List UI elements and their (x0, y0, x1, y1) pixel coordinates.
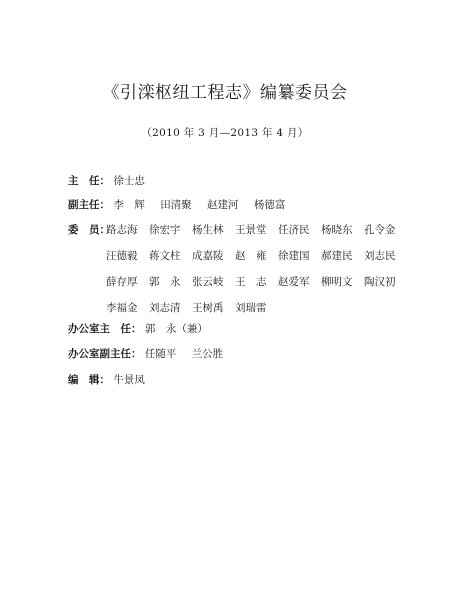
deputy-director-label: 副主任： (68, 199, 110, 211)
director-name: 徐士忠 (113, 175, 145, 187)
member-name: 柳明文 (321, 276, 353, 288)
office-deputy-director-label: 办公室副主任： (68, 348, 142, 360)
member-name: 任济民 (278, 224, 310, 236)
office-director-label: 办公室主 任： (68, 323, 142, 335)
member-name: 薛存厚 (106, 276, 138, 288)
member-name: 蒋文柱 (149, 250, 181, 262)
director-section (68, 174, 157, 188)
deputy-director-name: 田清聚 (160, 199, 192, 211)
member-name: 郭 永 (149, 276, 181, 288)
date-range-subtitle: （2010 年 3 月—2013 年 4 月） (141, 127, 309, 139)
member-name: 杨生林 (192, 224, 224, 236)
office-deputy-director-name: 兰公胜 (191, 348, 224, 360)
editor-name: 牛景凤 (113, 374, 145, 386)
member-name: 张云岐 (192, 276, 224, 288)
member-name: 陶汉初 (364, 276, 396, 288)
member-name: 刘瑞雷 (235, 302, 267, 314)
editor-section (68, 373, 157, 387)
member-name: 路志海 (106, 224, 138, 236)
member-name: 刘志民 (364, 250, 396, 262)
document-title: 《引滦枢纽工程志》编纂委员会 (102, 83, 348, 103)
office-director-name: 郭 永（兼） (144, 323, 208, 335)
member-name: 王 志 (235, 276, 267, 288)
member-name: 赵爱军 (278, 276, 310, 288)
member-name: 王树禹 (192, 302, 224, 314)
deputy-director-section (68, 198, 297, 212)
deputy-director-names (113, 198, 297, 212)
member-name: 孔令金 (364, 224, 396, 236)
member-name: 赵 雍 (235, 250, 267, 262)
member-name: 徐建国 (278, 250, 310, 262)
office-deputy-director-names (145, 347, 235, 361)
member-name: 汪德毅 (106, 250, 138, 262)
director-names (113, 174, 157, 188)
editor-label: 编 辑： (68, 374, 110, 386)
office-deputy-director-section (68, 347, 235, 361)
members-label: 委 员： (68, 224, 110, 236)
member-name: 徐宏宇 (149, 224, 181, 236)
deputy-director-name: 李 辉 (113, 199, 145, 211)
member-name: 刘志清 (149, 302, 181, 314)
office-director-names (145, 322, 220, 336)
member-name: 杨晓东 (321, 224, 353, 236)
member-name: 王景堂 (235, 224, 267, 236)
deputy-director-name: 赵建河 (207, 199, 239, 211)
member-name: 成嘉陵 (192, 250, 224, 262)
member-name: 郝建民 (321, 250, 353, 262)
office-director-section (68, 322, 220, 336)
editor-names (113, 373, 157, 387)
member-name: 李福金 (106, 302, 138, 314)
members-row (106, 222, 407, 237)
members-row (106, 274, 407, 289)
members-row (106, 248, 407, 263)
director-label: 主 任： (68, 175, 110, 187)
office-deputy-director-name: 任随平 (144, 348, 177, 360)
deputy-director-name: 杨德富 (253, 199, 286, 211)
members-row (106, 300, 278, 315)
